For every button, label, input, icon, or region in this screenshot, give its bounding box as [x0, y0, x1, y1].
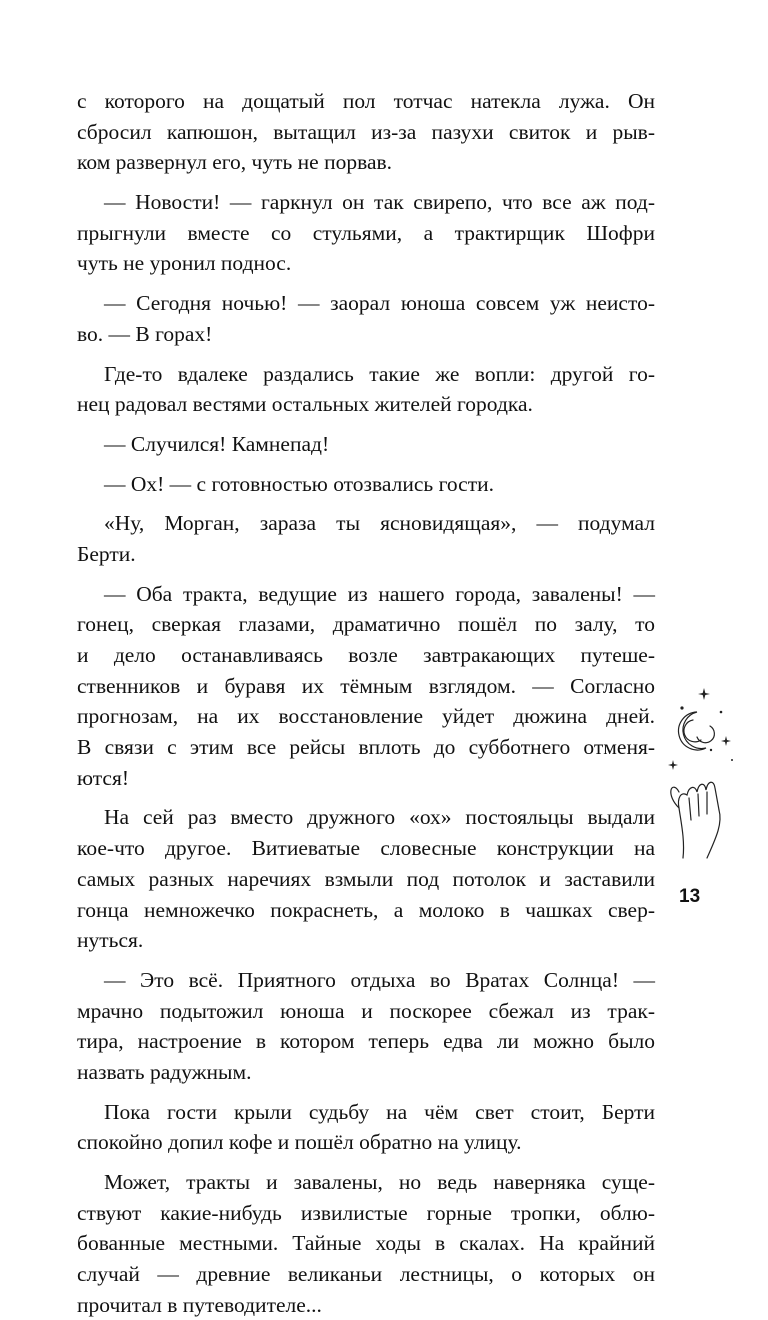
- text-line: прогнозам, на их восстановление уйдет дюжина дней.: [77, 704, 655, 729]
- text-line: нец радовал вестями остальных жителей городка.: [77, 392, 533, 417]
- text-line: спокойно допил кофе и пошёл обратно на улицу.: [77, 1130, 522, 1155]
- text-line: с которого на дощатый пол тотчас натекла лужа. Он: [77, 89, 655, 113]
- text-line: — Это всё. Приятного отдыха во Вратах Солнца! —: [104, 967, 655, 992]
- text-line: случай — древние великаньи лестницы, о которых он: [77, 1262, 655, 1287]
- text-line: ком развернул его, чуть не порвав.: [77, 150, 393, 175]
- paragraph: [77, 187, 655, 288]
- text-line: кое-что другое. Витиеватые словесные конструкции на: [77, 836, 655, 861]
- paragraph: [77, 508, 655, 578]
- text-line: и дело останавливаясь возле завтракающих путеше-: [77, 643, 655, 667]
- paragraph: [77, 429, 655, 469]
- text-line: прочитал в путеводителе...: [77, 1292, 322, 1317]
- crescent-moon-stars-hand-icon: [663, 682, 741, 867]
- text-line: нуться.: [77, 928, 144, 953]
- text-line: Где-то вдалеке раздались такие же вопли: другой го-: [104, 361, 655, 386]
- text-line: В связи с этим все рейсы вплоть до субботнего отменя-: [77, 735, 655, 760]
- text-line: самых разных наречиях взмыли под потолок и заставили: [77, 866, 655, 891]
- paragraph: [77, 469, 655, 509]
- text-line: мрачно подытожил юноша и поскорее сбежал из трак-: [77, 998, 655, 1023]
- paragraph: [77, 288, 655, 358]
- paragraph: [77, 86, 655, 187]
- text-line: На сей раз вместо дружного «ох» постояльцы выдали: [104, 805, 655, 830]
- text-line: сбросил капюшон, вытащил из-за пазухи свиток и рыв-: [77, 119, 655, 144]
- text-line: гонец, сверкая глазами, драматично пошёл по залу, то: [77, 612, 655, 637]
- text-line: — Сегодня ночью! — заорал юноша совсем уж неисто-: [104, 291, 655, 316]
- text-line: ственников и буравя их тёмным взглядом. — Согласно: [77, 673, 655, 698]
- text-line: во. — В горах!: [77, 321, 213, 346]
- paragraph: [77, 359, 655, 429]
- page-body-text: [77, 86, 655, 1320]
- text-line: Пока гости крыли судьбу на чём свет стоит, Берти: [104, 1099, 655, 1124]
- paragraph: [77, 579, 655, 803]
- paragraph: [77, 802, 655, 964]
- text-line: Может, тракты и завалены, но ведь наверняка суще-: [104, 1170, 655, 1194]
- text-line: гонца немножечко покраснеть, а молоко в чашках свер-: [77, 897, 655, 922]
- text-line: ются!: [77, 765, 130, 790]
- text-line: Берти.: [77, 541, 136, 566]
- text-line: — Оба тракта, ведущие из нашего города, завалены! —: [104, 581, 655, 606]
- paragraph: [77, 1167, 655, 1320]
- text-line: прыгнули вместе со стульями, а трактирщик Шофри: [77, 220, 655, 245]
- text-line: бованные местными. Тайные ходы в скалах. На крайний: [77, 1231, 655, 1256]
- text-line: — Случился! Камнепад!: [104, 431, 330, 456]
- paragraph: [77, 965, 655, 1097]
- text-line: назвать радужным.: [77, 1059, 252, 1084]
- text-line: ствуют какие-нибудь извилистые горные тропки, облю-: [77, 1200, 655, 1225]
- page-number: 13: [679, 886, 701, 907]
- text-line: тира, настроение в котором теперь едва ли можно было: [77, 1029, 655, 1054]
- text-line: — Ох! — с готовностью отозвались гости.: [104, 471, 494, 496]
- text-line: «Ну, Морган, зараза ты ясновидящая», — подумал: [104, 511, 655, 536]
- paragraph: [77, 1097, 655, 1167]
- text-line: — Новости! — гаркнул он так свирепо, что все аж под-: [104, 190, 655, 215]
- text-line: чуть не уронил поднос.: [77, 251, 292, 276]
